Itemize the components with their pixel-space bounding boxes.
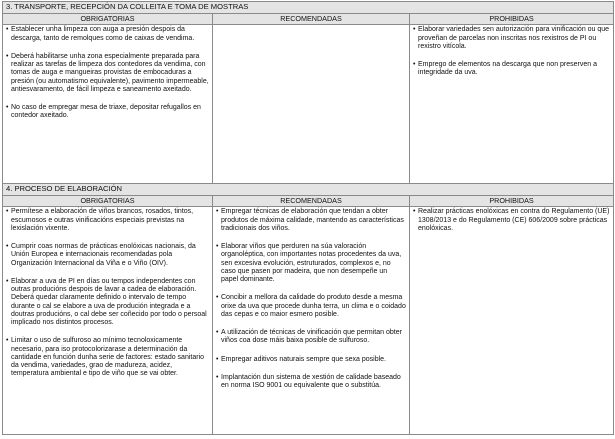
list-item: • Elaborar a uva de PI en días ou tempos independentes con outras producións despois de lavar a cadea de elaboración. Deberá quedar claramente definido o intervalo de tempo durante o cal se elabore a uva de produción integrada e a doutras producións, o cal debe ser coñecido por todo o persoal implicado nos distintos procesos. bbox=[6, 278, 209, 328]
header-recomendadas: RECOMENDADAS bbox=[213, 13, 410, 24]
header-prohibidas: PROHIBIDAS bbox=[410, 195, 614, 206]
header-prohibidas: PROHIBIDAS bbox=[410, 13, 614, 24]
obrigatorias-cell bbox=[3, 207, 213, 435]
section-3-table bbox=[2, 1, 614, 196]
recomendadas-cell bbox=[213, 207, 410, 435]
list-item: • No caso de empregar mesa de triaxe, depositar refugallos en contedor axeitado. bbox=[6, 104, 209, 121]
header-recomendadas: RECOMENDADAS bbox=[213, 195, 410, 206]
list-item: • Deberá habilitarse unha zona especialmente preparada para realizar as tarefas de limpeza dos contedores da vendima, con tomas de auga e mangueiras provistas de embocaduras a presión (ou automatismo equivalente), pavimento impermeable, antiesvaramento, de fácil limpeza e saneamento axeitado. bbox=[6, 53, 209, 94]
section-3-title: 3. TRANSPORTE, RECEPCIÓN DA COLLEITA E TOMA DE MOSTRAS bbox=[3, 2, 614, 14]
list-item: • Limitar o uso de sulfuroso ao mínimo tecnoloxicamente necesario, para iso protocolorizarase a determinación da cantidade en función dunha serie de factores: estado sanitario da vendima, variedades, grao de madureza, acidez, temperatura ambiental e tipo de viño que se vai obter. bbox=[6, 337, 209, 378]
header-obrigatorias: OBRIGATORIAS bbox=[3, 13, 213, 24]
prohibidas-cell bbox=[410, 25, 614, 196]
list-item: • Elaborar variedades sen autorización para vinificación ou que proveñan de parcelas non inscritas nos rexistros de PI ou rexistro vitícola. bbox=[413, 26, 610, 51]
list-item: • Empregar aditivos naturais sempre que sexa posible. bbox=[216, 356, 406, 364]
section-4-title: 4. PROCESO DE ELABORACIÓN bbox=[3, 184, 614, 196]
list-item: • A utilización de técnicas de vinificación que permitan obter viños coa dose máis baixa posible de sulfuroso. bbox=[216, 329, 406, 346]
list-item: • Realizar prácticas enolóxicas en contra do Regulamento (UE) 1308/2013 e do Regulamento (CE) 606/2009 sobre prácticas enolóxicas. bbox=[413, 208, 610, 233]
prohibidas-cell bbox=[410, 207, 614, 435]
recomendadas-cell bbox=[213, 25, 410, 196]
section-4-table bbox=[2, 183, 614, 435]
list-item: • Cumprir coas normas de prácticas enolóxicas nacionais, da Unión Europea e internacionais recomendadas pola Organización Internacional da Viña e o Viño (OIV). bbox=[6, 243, 209, 268]
list-item: • Implantación dun sistema de xestión de calidade baseado en norma ISO 9001 ou equivalente que o substitúa. bbox=[216, 374, 406, 391]
list-item: • Emprego de elementos na descarga que non preserven a integridade da uva. bbox=[413, 61, 610, 78]
obrigatorias-cell bbox=[3, 25, 213, 196]
list-item: • Establecer unha limpeza con auga a presión despois da descarga, tanto de remolques como de caixas de vendima. bbox=[6, 26, 209, 43]
list-item: • Elaborar viños que perduren na súa valoración organoléptica, con importantes notas procedentes da uva, sen excesiva evolución, estruturados, complexos e, no caso que pasen por madeira, que non desempeñe un papel dominante. bbox=[216, 243, 406, 284]
list-item: • Permítese a elaboración de viños brancos, rosados, tintos, escumosos e outras vinificacións especiais previstas na lexislación vixente. bbox=[6, 208, 209, 233]
list-item: • Concibir a mellora da calidade do produto desde a mesma orixe da uva que procede dunha terra, un clima e o coidado das cepas e co maior esmero posible. bbox=[216, 294, 406, 319]
list-item: • Empregar técnicas de elaboración que tendan a obter produtos de máxima calidade, mantendo as características tradicionais dos viños. bbox=[216, 208, 406, 233]
header-obrigatorias: OBRIGATORIAS bbox=[3, 195, 213, 206]
